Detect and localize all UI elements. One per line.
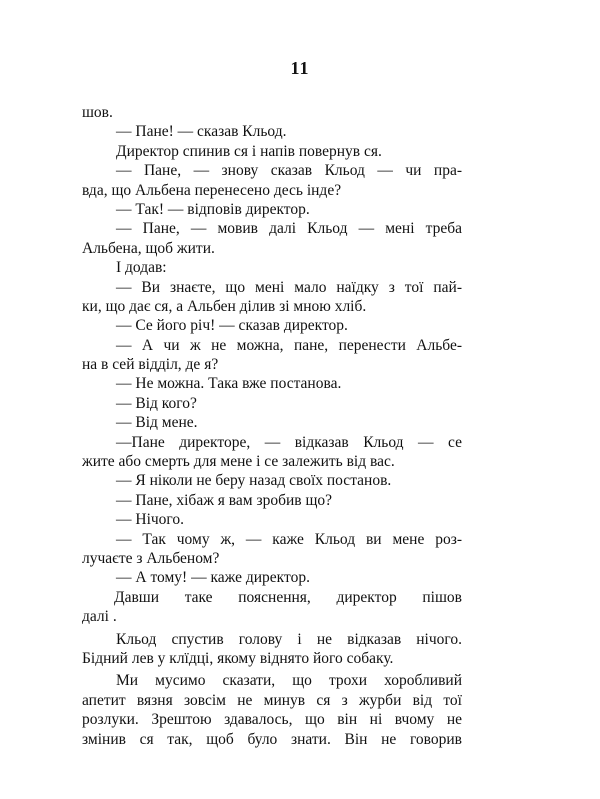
text-line: Кльод спустив голову і не відказав нічого. bbox=[116, 630, 462, 648]
text-line: — Пане, хібаж я вам зробив що? bbox=[116, 491, 333, 509]
text-line: — Пане, — мовив далі Кльод — мені треба bbox=[116, 220, 462, 238]
text-line: — Ви знаєте, що мені мало наїдку з тої пай- bbox=[116, 278, 462, 296]
text-line: шов. bbox=[82, 104, 113, 121]
text-line: Альбена, щоб жити. bbox=[82, 239, 215, 257]
text-line: —Пане директоре, — відказав Кльод — се bbox=[116, 433, 462, 451]
text-line: Директор спинив ся і напів повернув ся. bbox=[116, 142, 382, 160]
text-line: вда, що Альбена перенесено десь інде? bbox=[82, 181, 342, 199]
text-line: — Пане! — сказав Кльод. bbox=[116, 123, 287, 141]
text-line: І додав: bbox=[116, 259, 167, 277]
text-line: лучаєте з Альбеном? bbox=[82, 549, 220, 567]
text-line: Давши таке пояснення, директор пішов bbox=[114, 588, 462, 606]
text-line: — Від мене. bbox=[116, 414, 198, 432]
text-line: — Так! — відповів директор. bbox=[116, 200, 310, 218]
text-line: — Так чому ж, — каже Кльод ви мене роз- bbox=[116, 530, 462, 548]
text-line: Бідний лев у клїдці, якому віднято його собаку. bbox=[82, 649, 394, 667]
text-line: — А тому! — каже директор. bbox=[116, 569, 310, 587]
text-line: Ми мусимо сказати, що трохи хоробливий bbox=[116, 672, 462, 690]
text-line: — Не можна. Така вже постанова. bbox=[116, 375, 342, 393]
text-line: — Се його річ! — сказав директор. bbox=[116, 317, 348, 335]
text-line: розлуки. Зрештою здавалось, що він ні вчому не bbox=[82, 711, 462, 729]
text-line: на в сей відділ, де я? bbox=[82, 356, 219, 374]
text-line: — Нічого. bbox=[116, 511, 185, 529]
body-text bbox=[82, 103, 462, 749]
text-line: апетит вязня зовсім не минув ся з журби від тої bbox=[82, 691, 462, 709]
text-line: жите або смерть для мене і се залежить від вас. bbox=[82, 453, 395, 471]
text-line: далі . bbox=[82, 608, 117, 626]
text-line: ки, що дає ся, а Альбен ділив зі мною хліб. bbox=[82, 297, 367, 315]
text-line: — А чи ж не можна, пане, перенести Альбе- bbox=[116, 336, 462, 354]
text-line: змінив ся так, щоб було знати. Він не говорив bbox=[82, 730, 462, 748]
page-number: 11 bbox=[290, 58, 310, 78]
text-line: — Пане, — знову сказав Кльод — чи пра- bbox=[116, 162, 462, 180]
text-line: — Від кого? bbox=[116, 394, 197, 412]
text-line: — Я ніколи не беру назад своїх постанов. bbox=[116, 472, 392, 490]
